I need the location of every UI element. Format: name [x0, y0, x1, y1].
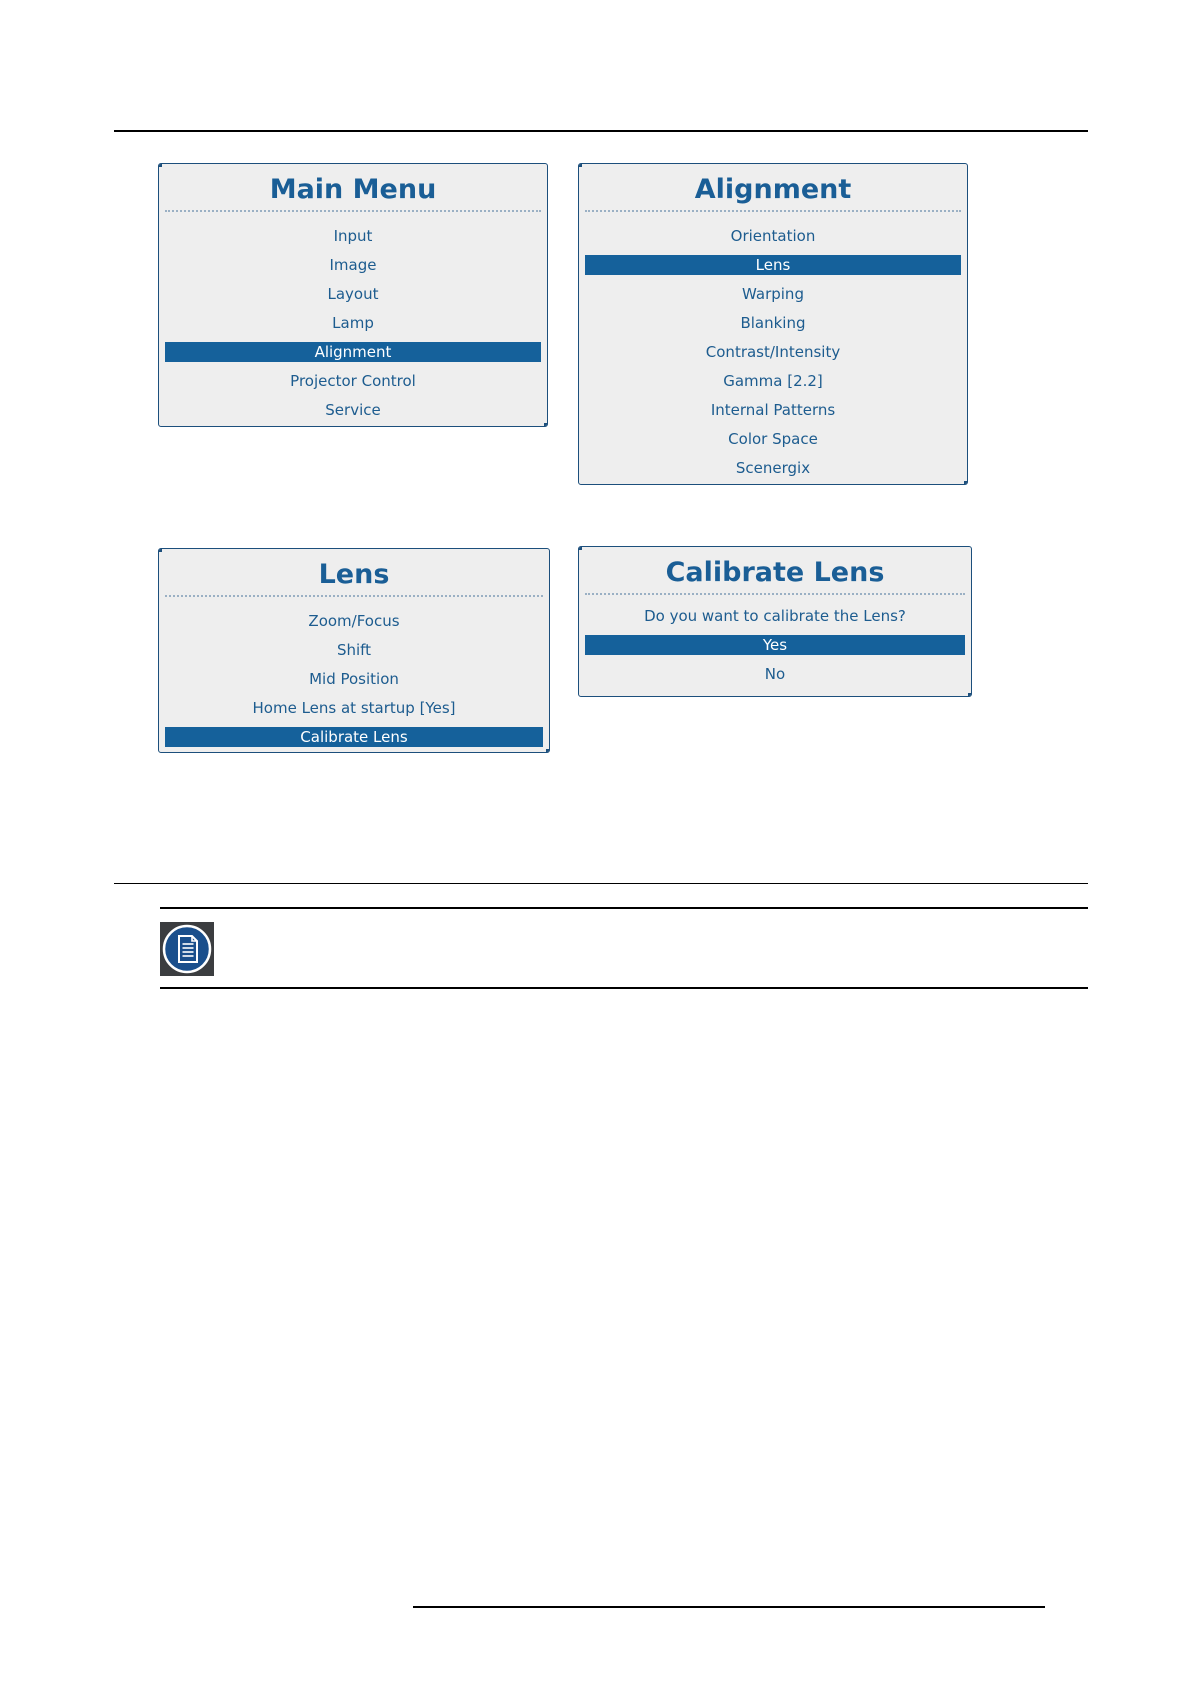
menu-item-yes[interactable]: Yes	[585, 635, 965, 655]
menu-item-no[interactable]: No	[764, 665, 786, 683]
lens-menu-panel	[158, 548, 550, 753]
menu-title: Lens	[165, 549, 543, 597]
menu-item-calibrate-lens[interactable]: Calibrate Lens	[165, 727, 543, 747]
menu-item-warping[interactable]: Warping	[742, 285, 804, 303]
menu-item-mid-position[interactable]: Mid Position	[309, 670, 399, 688]
note-top-rule	[160, 907, 1088, 909]
menu-item-lens[interactable]: Lens	[585, 255, 961, 275]
footer-rule	[413, 1606, 1045, 1608]
calibrate-prompt: Do you want to calibrate the Lens?	[644, 607, 906, 625]
menu-item-projector-control[interactable]: Projector Control	[290, 372, 416, 390]
menu-item-lamp[interactable]: Lamp	[332, 314, 374, 332]
menu-item-input[interactable]: Input	[333, 227, 373, 245]
menu-title: Main Menu	[165, 164, 541, 212]
menu-item-scenergix[interactable]: Scenergix	[735, 459, 811, 477]
menu-item-blanking[interactable]: Blanking	[740, 314, 806, 332]
calibrate-lens-menu-panel	[578, 546, 972, 697]
main-menu-panel	[158, 163, 548, 427]
menu-item-color-space[interactable]: Color Space	[728, 430, 818, 448]
header-rule	[114, 130, 1088, 132]
menu-item-shift[interactable]: Shift	[336, 641, 372, 659]
menu-title: Calibrate Lens	[585, 547, 965, 595]
menu-item-orientation[interactable]: Orientation	[730, 227, 816, 245]
menu-item-service[interactable]: Service	[325, 401, 381, 419]
alignment-menu-panel	[578, 163, 968, 485]
menu-item-internal-patterns[interactable]: Internal Patterns	[710, 401, 836, 419]
menu-item-alignment[interactable]: Alignment	[165, 342, 541, 362]
menu-item-zoom-focus[interactable]: Zoom/Focus	[308, 612, 400, 630]
note-bottom-rule	[160, 987, 1088, 989]
section-rule	[114, 883, 1088, 884]
menu-item-layout[interactable]: Layout	[327, 285, 379, 303]
menu-item-home-lens-at-startup[interactable]: Home Lens at startup [Yes]	[252, 699, 456, 717]
menu-item-gamma[interactable]: Gamma [2.2]	[723, 372, 823, 390]
menu-title: Alignment	[585, 164, 961, 212]
note-document-icon	[160, 922, 214, 976]
menu-item-contrast-intensity[interactable]: Contrast/Intensity	[705, 343, 841, 361]
menu-item-image[interactable]: Image	[329, 256, 377, 274]
